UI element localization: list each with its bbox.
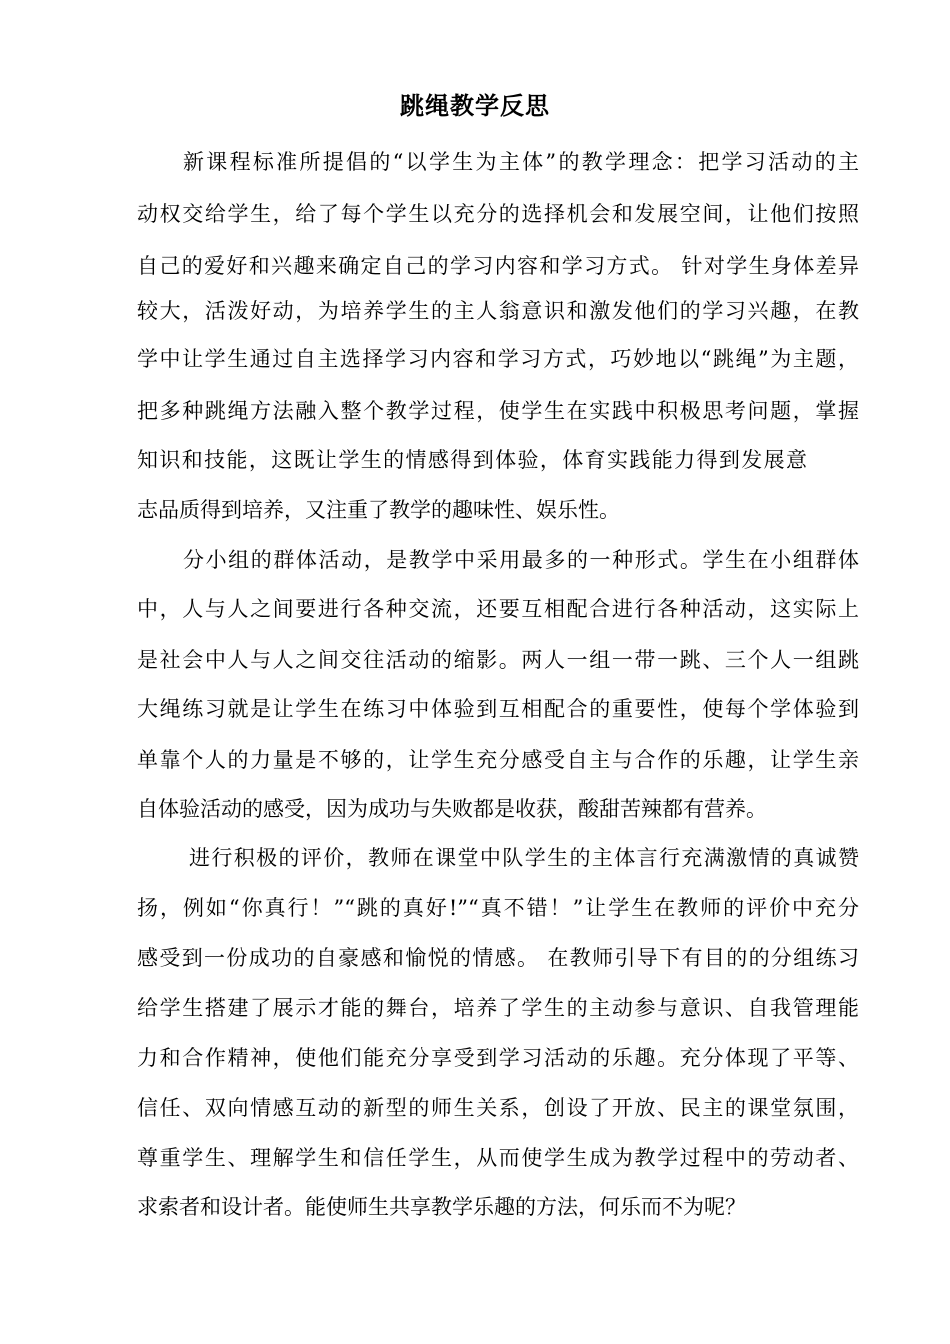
paragraph-2-line-3: 是社会中人与人之间交往活动的缩影。两人一组一带一跳、三个人一组跳: [137, 648, 859, 672]
paragraph-1-line-8: 志品质得到培养，又注重了教学的趣味性、娱乐性。: [137, 498, 620, 522]
paragraph-2-line-2: 中，人与人之间要进行各种交流，还要互相配合进行各种活动，这实际上: [137, 597, 859, 621]
paragraph-3-line-5: 力和合作精神，使他们能充分享受到学习活动的乐趣。充分体现了平等、: [137, 1046, 859, 1070]
paragraph-3-line-7: 尊重学生、理解学生和信任学生，从而使学生成为教学过程中的劳动者、: [137, 1146, 859, 1170]
paragraph-1-line-2: 动权交给学生，给了每个学生以充分的选择机会和发展空间，让他们按照: [137, 202, 859, 226]
paragraph-3-line-6: 信任、双向情感互动的新型的师生关系，创设了开放、民主的课堂氛围，: [137, 1096, 859, 1120]
paragraph-2-line-4: 大绳练习就是让学生在练习中体验到互相配合的重要性，使每个学体验到: [137, 697, 859, 721]
paragraph-1-line-5: 学中让学生通过自主选择学习内容和学习方式，巧妙地以“跳绳”为主题，: [137, 347, 859, 371]
paragraph-2-line-5: 单靠个人的力量是不够的，让学生充分感受自主与合作的乐趣，让学生亲: [137, 748, 859, 772]
paragraph-3-line-3: 感受到一份成功的自豪感和愉悦的情感。 在教师引导下有目的的分组练习: [137, 946, 859, 970]
paragraph-3-line-2: 扬，例如“你真行！”“跳的真好!”“真不错！”让学生在教师的评价中充分: [137, 896, 859, 920]
paragraph-1-line-7: 知识和技能，这既让学生的情感得到体验，体育实践能力得到发展意: [137, 448, 807, 472]
paragraph-3-line-8: 求索者和设计者。能使师生共享教学乐趣的方法，何乐而不为呢？: [137, 1195, 746, 1219]
paragraph-1-line-4: 较大，活泼好动，为培养学生的主人翁意识和激发他们的学习兴趣，在教: [137, 299, 859, 323]
paragraph-1-line-6: 把多种跳绳方法融入整个教学过程，使学生在实践中积极思考问题，掌握: [137, 399, 859, 423]
paragraph-1-line-1: 新课程标准所提倡的“以学生为主体”的教学理念：把学习活动的主: [183, 150, 859, 174]
document-title: 跳绳教学反思: [400, 92, 550, 120]
paragraph-1-line-3: 自己的爱好和兴趣来确定自己的学习内容和学习方式。 针对学生身体差异: [137, 254, 859, 278]
paragraph-2-line-6: 自体验活动的感受，因为成功与失败都是收获，酸甜苦辣都有营养。: [137, 797, 767, 821]
paragraph-3-line-4: 给学生搭建了展示才能的舞台，培养了学生的主动参与意识、自我管理能: [137, 996, 859, 1020]
paragraph-2-line-1: 分小组的群体活动，是教学中采用最多的一种形式。学生在小组群体: [183, 548, 859, 572]
paragraph-3-line-1: 进行积极的评价，教师在课堂中队学生的主体言行充满激情的真诚赞: [189, 846, 859, 870]
